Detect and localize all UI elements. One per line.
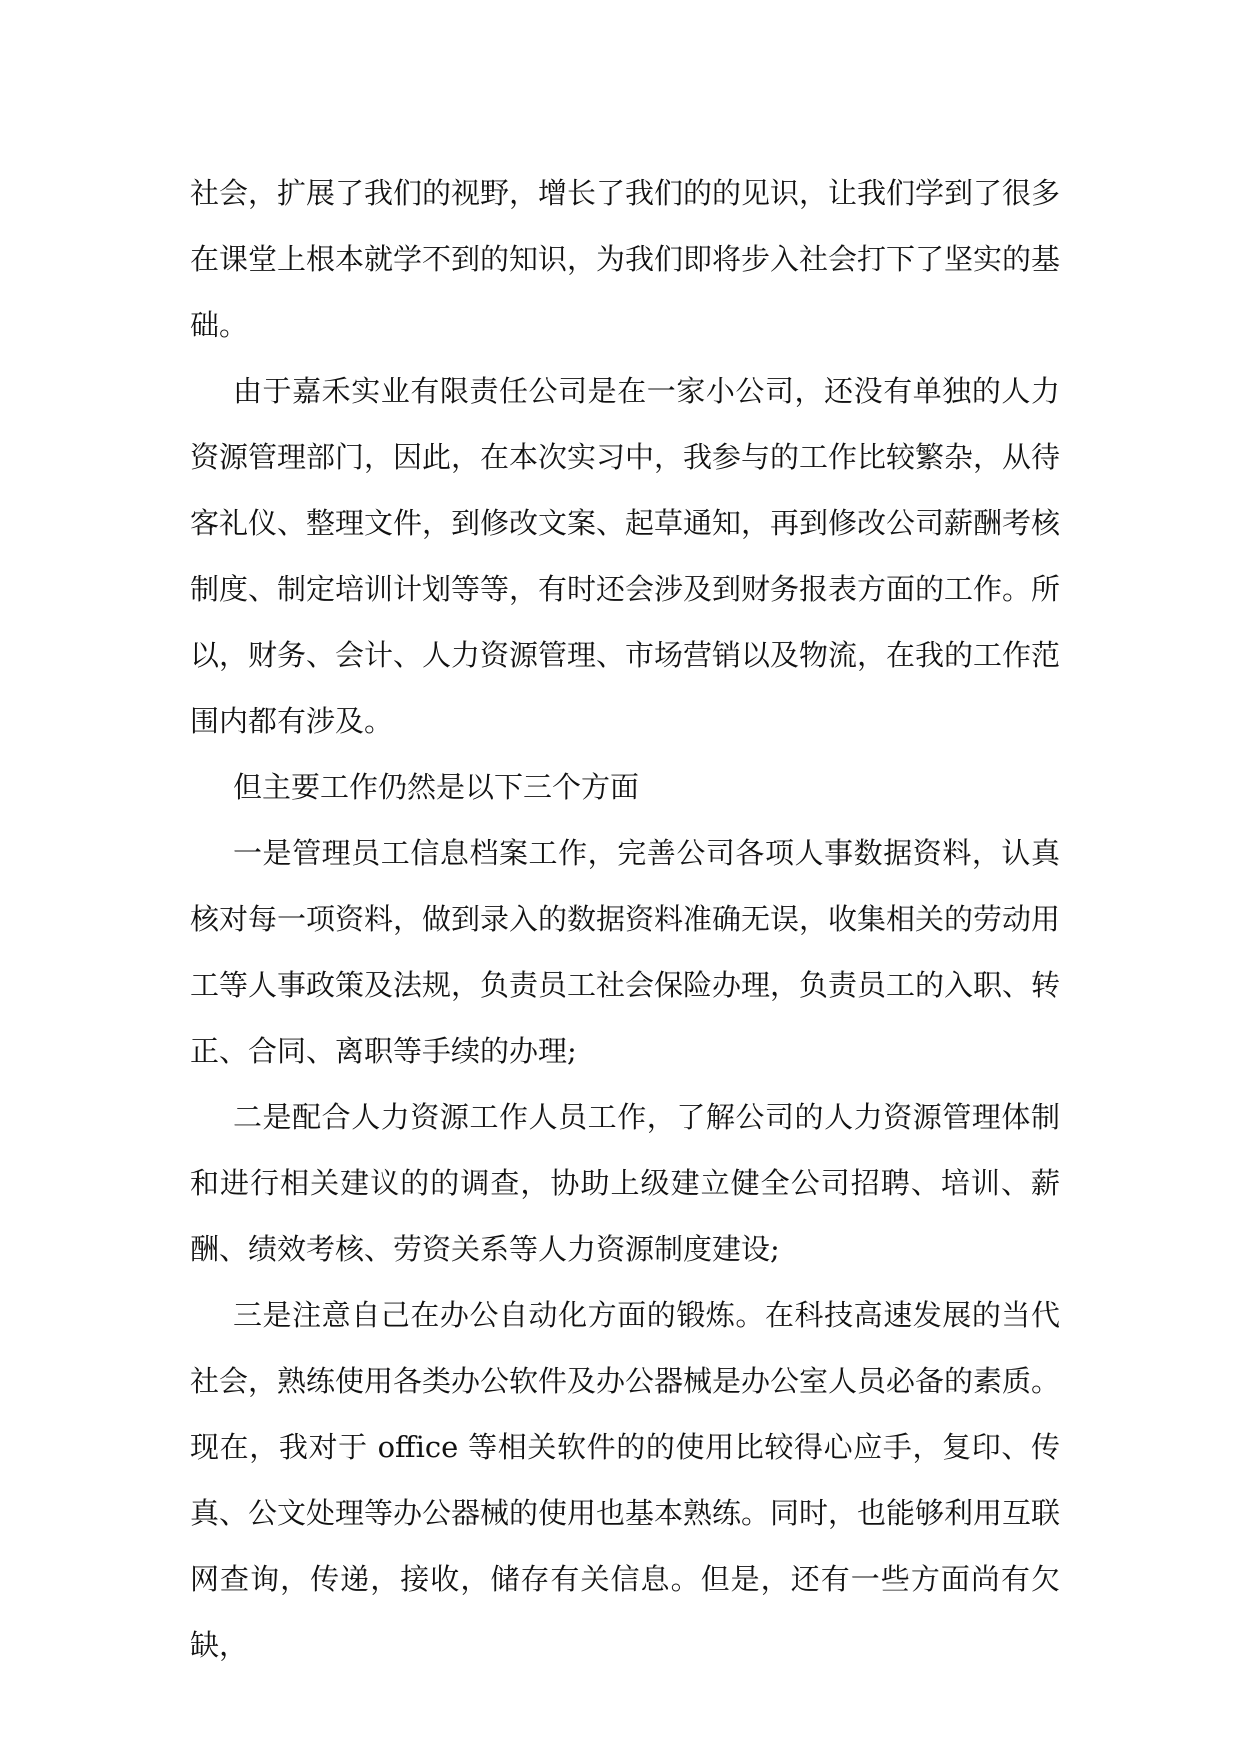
paragraph-company-intro: 由于嘉禾实业有限责任公司是在一家小公司，还没有单独的人力资源管理部门，因此，在本次实习中，我参与的工作比较繁杂，从待客礼仪、整理文件，到修改文案、起草通知，再到修改公司薪酬考核制度、制定培训计划等等，有时还会涉及到财务报表方面的工作。所以，财务、会计、人力资源管理、市场营销以及物流，在我的工作范围内都有涉及。	[190, 374, 1061, 738]
paragraph-work-item-2: 二是配合人力资源工作人员工作，了解公司的人力资源管理体制和进行相关建议的的调查，协助上级建立健全公司招聘、培训、薪酬、绩效考核、劳资关系等人力资源制度建设;	[190, 1100, 1060, 1266]
document-body	[190, 160, 1060, 1678]
paragraph-main-work-intro: 但主要工作仍然是以下三个方面	[233, 770, 640, 804]
paragraph-work-item-1: 一是管理员工信息档案工作，完善公司各项人事数据资料，认真核对每一项资料，做到录入的数据资料准确无误，收集相关的劳动用工等人事政策及法规，负责员工社会保险办理，负责员工的入职、转正、合同、离职等手续的办理;	[190, 836, 1061, 1068]
paragraph-work-item-3: 三是注意自己在办公自动化方面的锻炼。在科技高速发展的当代社会，熟练使用各类办公软件及办公器械是办公室人员必备的素质。现在，我对于 office 等相关软件的的使用比较得心应手，复印、传真、公文处理等办公器械的使用也基本熟练。同时，也能够利用互联网查询，传递，接收，储存有关信息。但是，还有一些方面尚有欠缺，	[190, 1298, 1061, 1662]
paragraph-continuation: 社会，扩展了我们的视野，增长了我们的的见识，让我们学到了很多在课堂上根本就学不到的知识，为我们即将步入社会打下了坚实的基础。	[190, 176, 1061, 342]
